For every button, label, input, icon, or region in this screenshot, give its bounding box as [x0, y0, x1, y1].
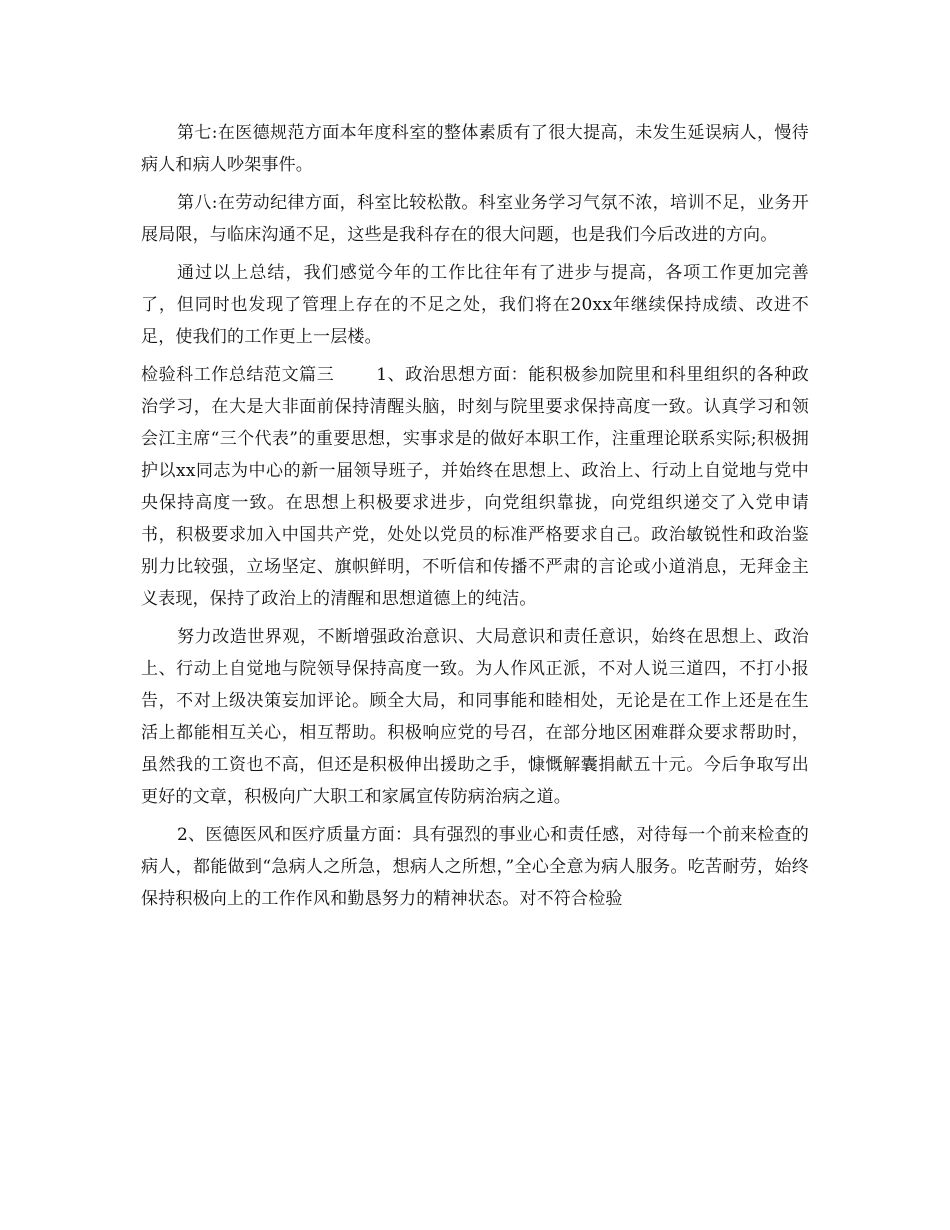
document-body	[141, 117, 809, 921]
section-three-text: 1、政治思想方面：能积极参加院里和科里组织的各种政治学习，在大是大非面前保持清醒头脑，时刻与院里要求保持高度一致。认真学习和领会江主席“三个代表”的重要思想，实事求是的做好本职工作，注重理论联系实际;积极拥护以xx同志为中心的新一届领导班子，并始终在思想上、政治上、行动上自觉地与党中央保持高度一致。在思想上积极要求进步，向党组织靠拢，向党组织递交了入党申请书，积极要求加入中国共产党，处处以党员的标准严格要求自己。政治敏锐性和政治鉴别力比较强，立场坚定、旗帜鲜明，不听信和传播不严肃的言论或小道消息，无拜金主义表现，保持了政治上的清醒和思想道德上的纯洁。	[141, 365, 809, 609]
paragraph-worldview: 努力改造世界观，不断增强政治意识、大局意识和责任意识，始终在思想上、政治上、行动上自觉地与院领导保持高度一致。为人作风正派，不对人说三道四，不打小报告，不对上级决策妄加评论。顾全大局，和同事能和睦相处，无论是在工作上还是在生活上都能相互关心，相互帮助。积极响应党的号召，在部分地区困难群众要求帮助时，虽然我的工资也不高，但还是积极伸出援助之手，慷慨解囊捐献五十元。今后争取写出更好的文章，积极向广大职工和家属宣传防病治病之道。	[141, 627, 809, 807]
paragraph-medical-ethics: 2、医德医风和医疗质量方面：具有强烈的事业心和责任感，对待每一个前来检查的病人，都能做到“急病人之所急，想病人之所想，”全心全意为病人服务。吃苦耐劳，始终保持积极向上的工作作风和勤恳努力的精神状态。对不符合检验	[141, 825, 809, 909]
paragraph-seventh: 第七:在医德规范方面本年度科室的整体素质有了很大提高，未发生延误病人，慢待病人和病人吵架事件。	[141, 123, 809, 175]
section-heading: 检验科工作总结范文篇三	[141, 365, 335, 385]
paragraph-eighth: 第八:在劳动纪律方面，科室比较松散。科室业务学习气氛不浓，培训不足，业务开展局限，与临床沟通不足，这些是我科存在的很大问题，也是我们今后改进的方向。	[141, 193, 809, 245]
paragraph-summary: 通过以上总结，我们感觉今年的工作比往年有了进步与提高，各项工作更加完善了，但同时也发现了管理上存在的不足之处，我们将在20xx年继续保持成绩、改进不足，使我们的工作更上一层楼。	[141, 263, 809, 347]
paragraph-section-three	[141, 359, 809, 615]
